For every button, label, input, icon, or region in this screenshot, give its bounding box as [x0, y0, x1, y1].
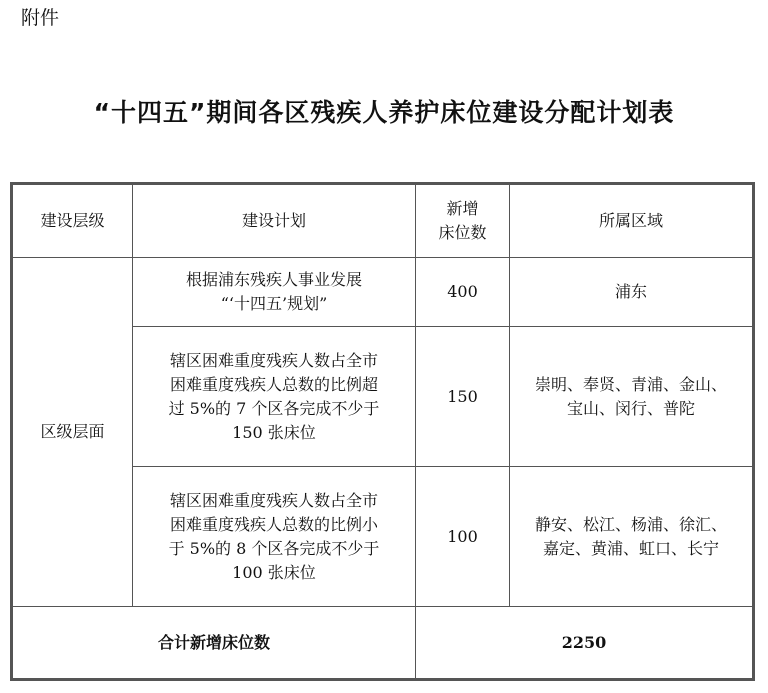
table-row: [12, 258, 754, 327]
plan-cell: [133, 467, 416, 607]
district-cell: [510, 258, 754, 327]
plan-line: 过 5%的 7 个区各完成不少于: [168, 398, 380, 418]
district-cell: [510, 327, 754, 467]
beds-cell: 150: [416, 327, 510, 467]
table-header-row: [12, 184, 754, 258]
plan-line: 100 张床位: [232, 562, 316, 582]
plan-line: 150 张床位: [232, 422, 316, 442]
district-line: 浦东: [614, 282, 647, 301]
beds-cell: 400: [416, 258, 510, 327]
allocation-table: [10, 182, 755, 681]
header-beds-line2: 床位数: [438, 223, 487, 242]
header-beds: [416, 184, 510, 258]
header-district: 所属区域: [510, 184, 754, 258]
beds-cell: 100: [416, 467, 510, 607]
level-cell: 区级层面: [12, 258, 133, 607]
district-line: 嘉定、黄浦、虹口、长宁: [542, 538, 719, 558]
plan-line: “‘十四五’规划”: [220, 294, 328, 313]
header-plan: 建设计划: [133, 184, 416, 258]
page-title: “十四五”期间各区残疾人养护床位建设分配计划表: [93, 98, 675, 127]
plan-line: 辖区困难重度残疾人数占全市: [169, 350, 378, 370]
annex-label: 附件: [21, 7, 60, 29]
header-level: 建设层级: [12, 184, 133, 258]
district-cell: [510, 467, 754, 607]
header-beds-line1: 新增: [446, 199, 479, 218]
plan-line: 困难重度残疾人总数的比例小: [169, 514, 378, 534]
district-line: 崇明、奉贤、青浦、金山、: [534, 374, 727, 394]
total-row: [12, 607, 754, 680]
total-label: 合计新增床位数: [12, 607, 416, 680]
plan-line: 根据浦东残疾人事业发展: [185, 270, 362, 289]
plan-cell: [133, 327, 416, 467]
district-line: 宝山、闵行、普陀: [566, 398, 695, 418]
plan-cell: [133, 258, 416, 327]
total-value: 2250: [416, 607, 754, 680]
plan-line: 困难重度残疾人总数的比例超: [169, 374, 378, 394]
plan-line: 辖区困难重度残疾人数占全市: [169, 490, 378, 510]
plan-line: 于 5%的 8 个区各完成不少于: [168, 538, 380, 558]
district-line: 静安、松江、杨浦、徐汇、: [534, 514, 727, 534]
